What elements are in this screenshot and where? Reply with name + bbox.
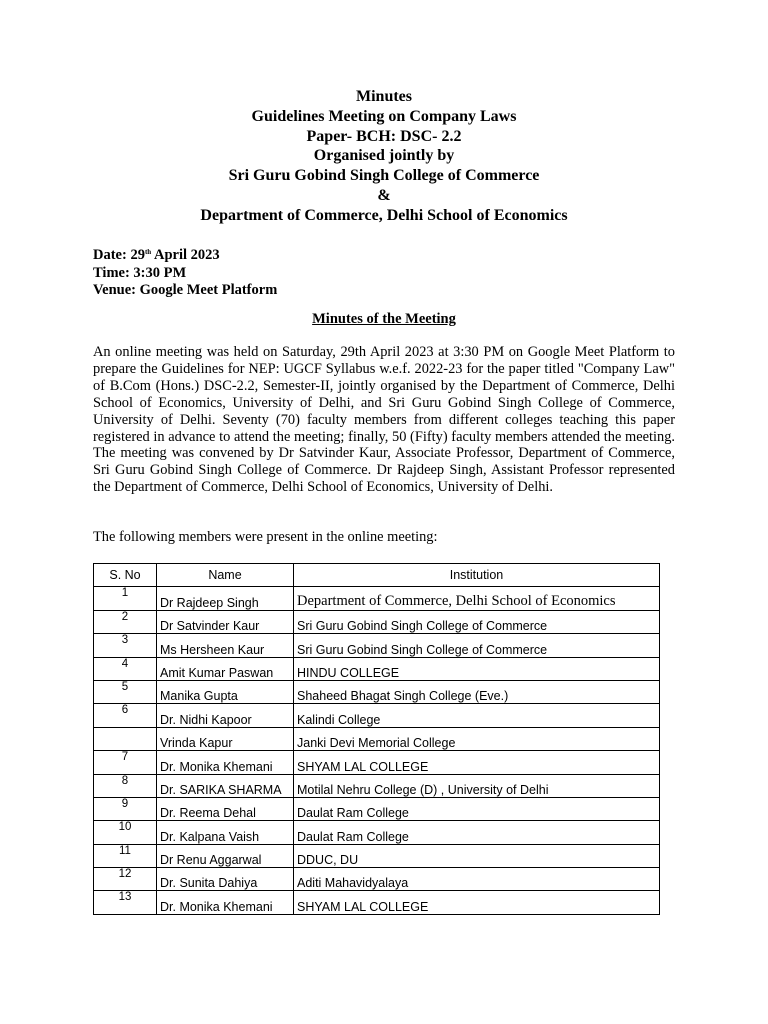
table-row [94,634,660,657]
header-organised-by: Organised jointly by [313,147,455,165]
row-name: Dr. SARIKA SHARMA [157,774,294,797]
table-row [94,751,660,774]
row-name: Ms Hersheen Kaur [157,634,294,657]
row-name: Dr. Nidhi Kapoor [157,704,294,727]
row-institution: Motilal Nehru College (D) , University of Delhi [294,774,660,797]
date-prefix: Date: 29 [93,247,145,263]
row-sno: 9 [94,797,157,820]
table-row [94,868,660,891]
row-institution: DDUC, DU [294,844,660,867]
section-title: Minutes of the Meeting [312,311,456,327]
table-row [94,587,660,610]
row-name: Dr. Monika Khemani [157,891,294,914]
row-sno: 8 [94,774,157,797]
table-row [94,891,660,914]
body-paragraph: An online meeting was held on Saturday, 29th April 2023 at 3:30 PM on Google Meet Platform to prepare the Guidelines for NEP: UGCF Syllabus w.e.f. 2022-23 for the paper titled "Company Law" of B.Com (Hons.) DSC-2.2, Semester-II, jointly organised by the Department of Commerce, Delhi School of Economics, University of Delhi, and Sri Guru Gobind Singh College of Commerce, University of Delhi. Seventy (70) faculty members from different colleges teaching this paper registered in advance to attend the meeting; finally, 50 (Fifty) faculty members attended the meeting. The meeting was convened by Dr Satvinder Kaur, Associate Professor, Department of Commerce, Sri Guru Gobind Singh College of Commerce. Dr Rajdeep Singh, Assistant Professor represented the Department of Commerce, Delhi School of Economics, University of Delhi. [93,344,675,496]
members-table [93,563,660,915]
row-institution: Shaheed Bhagat Singh College (Eve.) [294,680,660,703]
header-institution: Institution [294,564,660,587]
row-name: Dr Rajdeep Singh [157,587,294,610]
row-institution: Daulat Ram College [294,797,660,820]
meeting-details [93,244,277,300]
members-table-body [94,587,660,914]
meeting-venue: Venue: Google Meet Platform [93,282,278,298]
header-paper: Paper- BCH: DSC- 2.2 [306,127,462,145]
row-sno [94,727,157,750]
members-intro: The following members were present in the online meeting: [93,529,438,545]
table-row [94,797,660,820]
row-sno: 3 [94,634,157,657]
row-name: Dr. Monika Khemani [157,751,294,774]
row-institution: Department of Commerce, Delhi School of Economics [294,587,660,610]
row-sno: 2 [94,610,157,633]
row-sno: 1 [94,587,157,610]
row-institution: Daulat Ram College [294,821,660,844]
table-row [94,704,660,727]
table-row [94,774,660,797]
row-name: Dr. Sunita Dahiya [157,868,294,891]
meeting-date [93,244,277,265]
header-meeting-name: Guidelines Meeting on Company Laws [251,107,517,125]
row-institution: Janki Devi Memorial College [294,727,660,750]
date-ordinal: th [144,248,152,256]
table-row [94,610,660,633]
header-ampersand: & [377,186,391,204]
row-sno: 7 [94,751,157,774]
row-institution: Sri Guru Gobind Singh College of Commerce [294,610,660,633]
table-row [94,821,660,844]
row-sno: 11 [94,844,157,867]
row-name: Dr. Kalpana Vaish [157,821,294,844]
meeting-time: Time: 3:30 PM [93,264,187,281]
header-title: Minutes [356,88,412,105]
table-row [94,657,660,680]
row-sno: 13 [94,891,157,914]
row-name: Dr Renu Aggarwal [157,844,294,867]
row-sno: 12 [94,868,157,891]
header-college: Sri Guru Gobind Singh College of Commerce [228,167,540,185]
row-sno: 6 [94,704,157,727]
table-row [94,844,660,867]
row-institution: SHYAM LAL COLLEGE [294,751,660,774]
header-sno: S. No [94,564,157,587]
row-institution: Sri Guru Gobind Singh College of Commerce [294,634,660,657]
header-department: Department of Commerce, Delhi School of Economics [200,206,568,224]
table-row [94,680,660,703]
row-sno: 10 [94,821,157,844]
row-institution: Aditi Mahavidyalaya [294,868,660,891]
row-sno: 5 [94,680,157,703]
row-institution: HINDU COLLEGE [294,657,660,680]
row-name: Manika Gupta [157,680,294,703]
row-institution: SHYAM LAL COLLEGE [294,891,660,914]
row-name: Dr Satvinder Kaur [157,610,294,633]
row-institution: Kalindi College [294,704,660,727]
row-name: Amit Kumar Paswan [157,657,294,680]
date-suffix: April 2023 [151,247,220,263]
table-header-row [94,564,660,587]
document-header [0,87,768,226]
row-sno: 4 [94,657,157,680]
header-name: Name [157,564,294,587]
table-row [94,727,660,750]
row-name: Dr. Reema Dehal [157,797,294,820]
row-name: Vrinda Kapur [157,727,294,750]
